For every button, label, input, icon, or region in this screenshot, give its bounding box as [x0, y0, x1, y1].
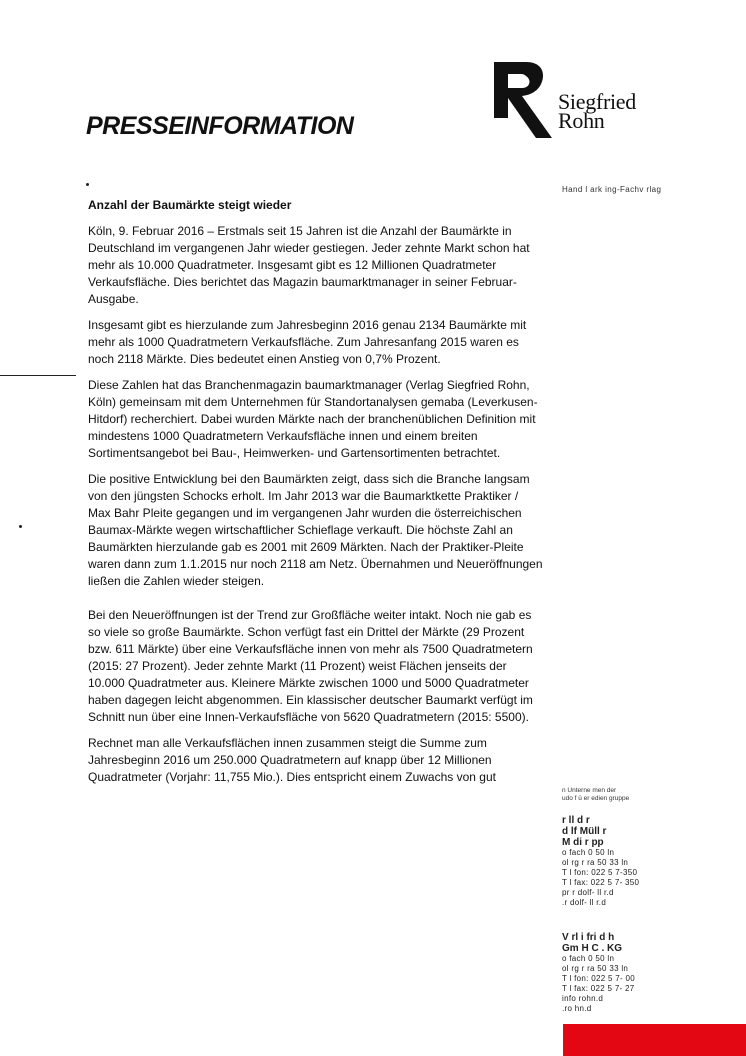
article-paragraph-4: Die positive Entwicklung bei den Baumärkten zeigt, dass sich die Branche langsam von den jüngsten Schocks erholt. Im Jahr 2013 war die Baumarktkette Praktiker / Max Bahr Pleite gegangen und im vergangenen Jahr wurden die österreichischen Baumax-Märkte wegen wirtschaftlicher Schieflage verkauft. Die höchste Zahl an Baumärkten hierzulande gab es 2001 mit 2609 Märkten. Nach der Praktiker-Pleite waren dann zum 1.1.2015 nur noch 2118 am Netz. Übernahmen und Neueröffnungen ließen die Zahlen wieder steigen.: [88, 472, 543, 588]
contact-line: ol rg r ra 50 33 ln: [562, 858, 629, 867]
publisher-name: V rl i fri d h: [562, 932, 615, 943]
contact-email[interactable]: pr r dolf- ll r.d: [562, 888, 614, 897]
punch-mark: [19, 525, 22, 528]
contact-block-publisher: [562, 932, 742, 1014]
contact-email[interactable]: info rohn.d: [562, 994, 604, 1003]
margin-dot: [86, 183, 89, 186]
publisher-tagline: Hand l ark ing-Fachv rlag: [562, 185, 662, 194]
publisher-logo: [492, 60, 662, 140]
article-title: Anzahl der Baumärkte steigt wieder: [88, 198, 292, 212]
article-paragraph-5: Bei den Neueröffnungen ist der Trend zur Großfläche weiter intakt. Noch nie gab es so viele so große Baumärkte. Schon verfügt fast ein Drittel der Märkte (29 Prozent bzw. 611 Märkte) über eine Verkaufsfläche innen von mehr als 7500 Quadratmetern (2015: 27 Prozent). Jeder zehnte Markt (11 Prozent) weist Flächen jenseits der 10.000 Quadratmeter aus. Kleinere Märkte zwischen 1000 und 5000 Quadratmeter haben dagegen leicht abgenommen. Ein klassischer deutscher Baumarkt verfügt im Schnitt nun über eine Innen-Verkaufsfläche von 5620 Quadratmetern (2015: 5500).: [88, 608, 533, 724]
logo-text-line2: Rohn: [558, 108, 605, 133]
group-note: [562, 787, 742, 803]
article-paragraph-3: Diese Zahlen hat das Branchenmagazin baumarktmanager (Verlag Siegfried Rohn, Köln) gemeinsam mit dem Unternehmen für Standortanalysen gemaba (Leverkusen-Hitdorf) recherchiert. Dabei wurden Märkte nach der branchenüblichen Definition mit mindestens 1000 Quadratmetern Verkaufsfläche innen und einem breiten Sortimentsangebot bei Bau-, Heimwerken- und Gartensortimenten betrachtet.: [88, 378, 538, 460]
article-paragraph-2: Insgesamt gibt es hierzulande zum Jahresbeginn 2016 genau 2134 Baumärkte mit mehr als 1000 Quadratmetern Verkaufsfläche. Zum Jahresanfang 2015 waren es noch 2118 Märkte. Dies bedeutet einen Anstieg von 0,7% Prozent.: [88, 318, 527, 366]
rohn-logo-mark: [492, 60, 554, 140]
contact-name: M di r pp: [562, 837, 604, 848]
article-paragraph-6: Rechnet man alle Verkaufsflächen innen zusammen steigt die Summe zum Jahresbeginn 2016 um 250.000 Quadratmetern auf knapp über 12 Millionen Quadratmeter (Vorjahr: 11,755 Mio.). Dies entspricht einem Zuwachs von gut: [88, 736, 496, 784]
logo-text-line1: Siegfried: [558, 89, 636, 114]
group-note-line: udo f ü er edien gruppe: [562, 795, 630, 802]
contact-phone: T l fon: 022 5 7- 00: [562, 974, 636, 983]
contact-line: o fach 0 50 ln: [562, 848, 615, 857]
contact-block-media: [562, 815, 742, 908]
contact-website[interactable]: .r dolf- ll r.d: [562, 898, 607, 907]
article: [88, 198, 544, 795]
group-note-line: n Unterne men der: [562, 787, 617, 794]
contact-line: o fach 0 50 ln: [562, 954, 615, 963]
page-headline: PRESSEINFORMATION: [86, 112, 354, 140]
contact-line: ol rg r ra 50 33 ln: [562, 964, 629, 973]
brand-color-bar: [563, 1024, 746, 1056]
contact-fax: T l fax: 022 5 7- 27: [562, 984, 635, 993]
logo-text: [558, 89, 636, 133]
fold-mark: [0, 375, 76, 376]
contact-name: r ll d r: [562, 815, 590, 826]
article-paragraph-1: Köln, 9. Februar 2016 – Erstmals seit 15 Jahren ist die Anzahl der Baumärkte in Deutschland im vergangenen Jahr wieder gestiegen. Jeder zehnte Markt schon hat mehr als 10.000 Quadratmeter. Insgesamt gibt es 12 Millionen Quadratmeter Verkaufsfläche. Dies berichtet das Magazin baumarktmanager in seiner Februar-Ausgabe.: [88, 224, 530, 306]
contact-website[interactable]: .ro hn.d: [562, 1004, 592, 1013]
contact-phone: T l fon: 022 5 7-350: [562, 868, 638, 877]
contact-fax: T l fax: 022 5 7- 350: [562, 878, 640, 887]
contact-name: d lf Müll r: [562, 826, 607, 837]
publisher-name: Gm H C . KG: [562, 943, 623, 954]
